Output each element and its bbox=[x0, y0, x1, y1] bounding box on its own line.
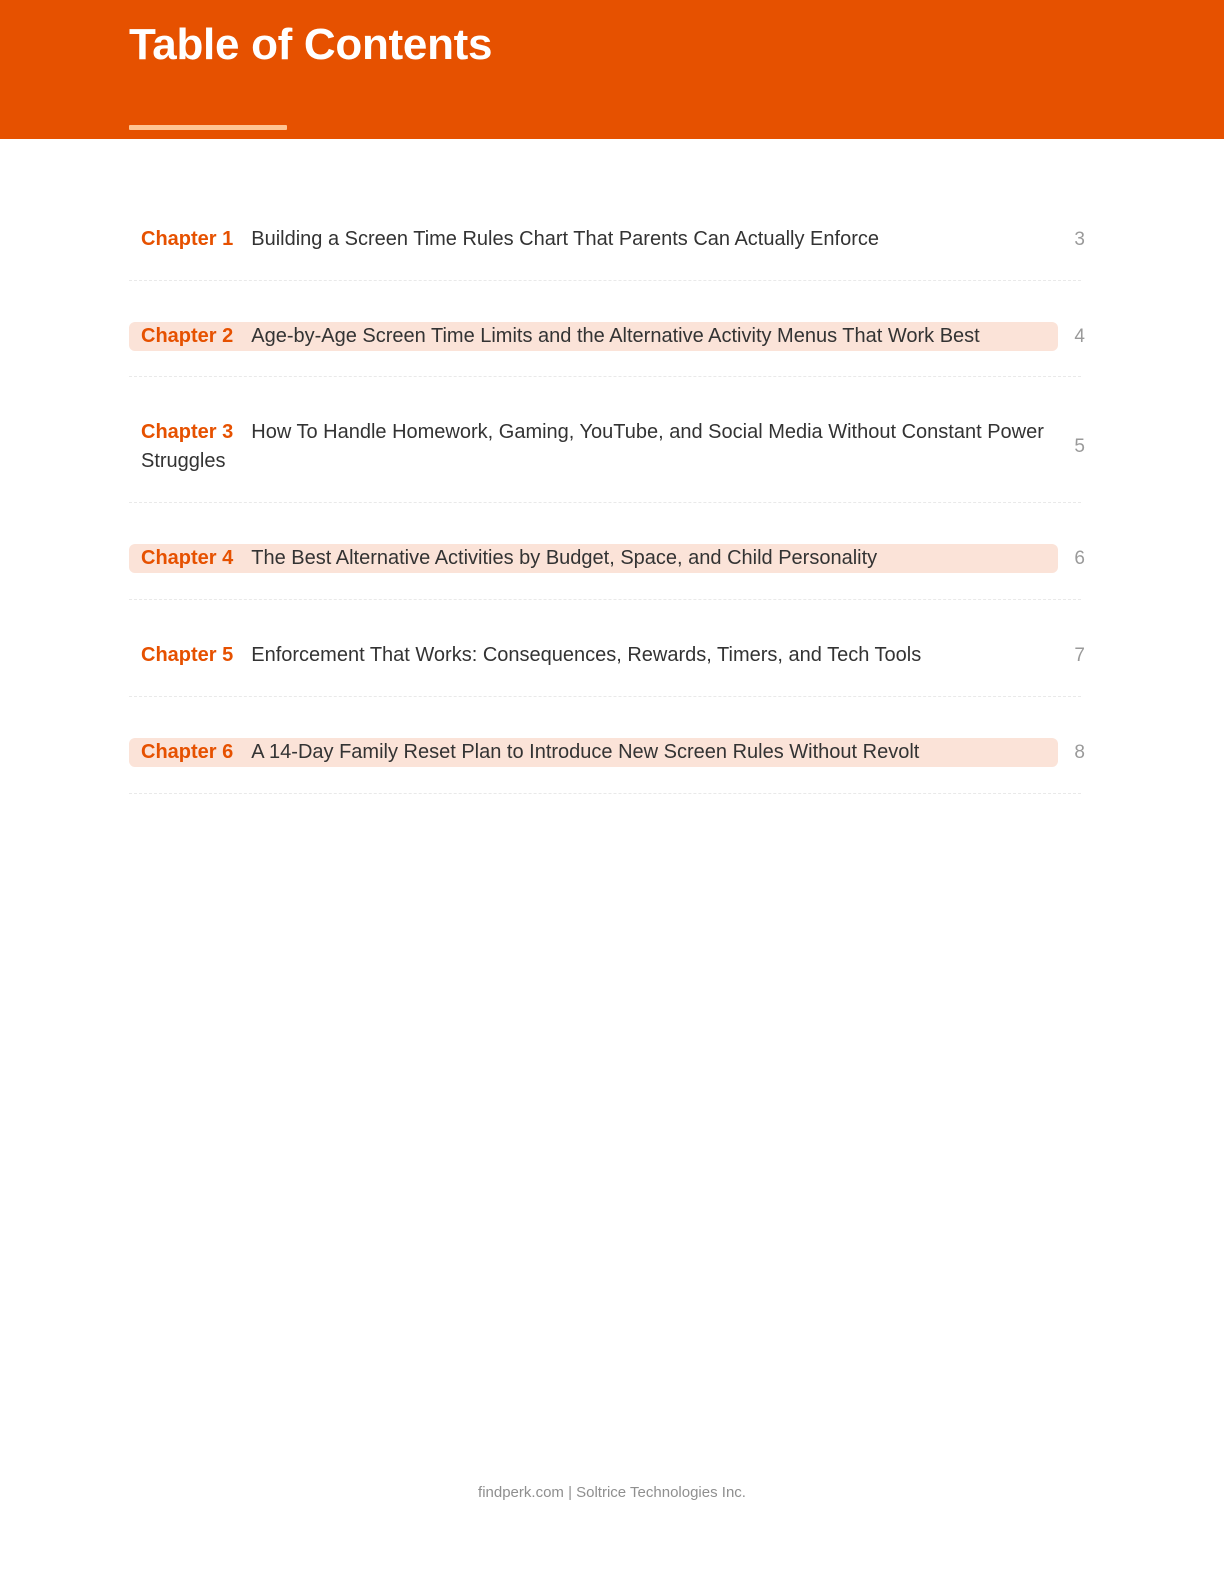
toc-entry-chapter-6[interactable] bbox=[129, 697, 1085, 794]
toc-entry-text bbox=[129, 641, 1058, 670]
page-number: 3 bbox=[1074, 229, 1085, 250]
chapter-number: Chapter 3 bbox=[141, 421, 234, 443]
chapter-title: How To Handle Homework, Gaming, YouTube, and Social Media Without Constant Power Struggles bbox=[141, 421, 1044, 472]
chapter-title: A 14-Day Family Reset Plan to Introduce New Screen Rules Without Revolt bbox=[251, 741, 920, 763]
toc-entry-text bbox=[129, 738, 1058, 767]
toc-entry-chapter-1[interactable] bbox=[129, 198, 1085, 281]
chapter-number: Chapter 5 bbox=[141, 644, 234, 666]
toc-entry-chapter-5[interactable] bbox=[129, 600, 1085, 697]
toc-entry-chapter-3[interactable] bbox=[129, 377, 1085, 503]
chapter-title: The Best Alternative Activities by Budget, Space, and Child Personality bbox=[251, 547, 878, 569]
toc-entry-chapter-4[interactable] bbox=[129, 503, 1085, 600]
toc-entry-chapter-2[interactable] bbox=[129, 281, 1085, 377]
page-title: Table of Contents bbox=[129, 20, 493, 69]
page-number: 6 bbox=[1074, 548, 1085, 569]
toc-entry-text bbox=[129, 322, 1058, 351]
toc-entry-text bbox=[129, 225, 1058, 254]
chapter-number: Chapter 4 bbox=[141, 547, 234, 569]
chapter-number: Chapter 6 bbox=[141, 741, 234, 763]
header-banner bbox=[0, 0, 1224, 139]
page-number: 7 bbox=[1074, 645, 1085, 666]
footer: findperk.com | Soltrice Technologies Inc. bbox=[478, 1484, 746, 1501]
title-underline bbox=[129, 125, 287, 130]
chapter-title: Building a Screen Time Rules Chart That Parents Can Actually Enforce bbox=[251, 228, 879, 250]
toc-entry-text bbox=[129, 544, 1058, 573]
table-of-contents bbox=[129, 198, 1087, 794]
chapter-number: Chapter 1 bbox=[141, 228, 234, 250]
toc-entry-text bbox=[129, 418, 1058, 476]
chapter-title: Age-by-Age Screen Time Limits and the Alternative Activity Menus That Work Best bbox=[251, 325, 980, 347]
page-number: 4 bbox=[1074, 326, 1085, 347]
page-number: 8 bbox=[1074, 742, 1085, 763]
chapter-number: Chapter 2 bbox=[141, 325, 234, 347]
page-number: 5 bbox=[1074, 436, 1085, 457]
chapter-title: Enforcement That Works: Consequences, Rewards, Timers, and Tech Tools bbox=[251, 644, 922, 666]
